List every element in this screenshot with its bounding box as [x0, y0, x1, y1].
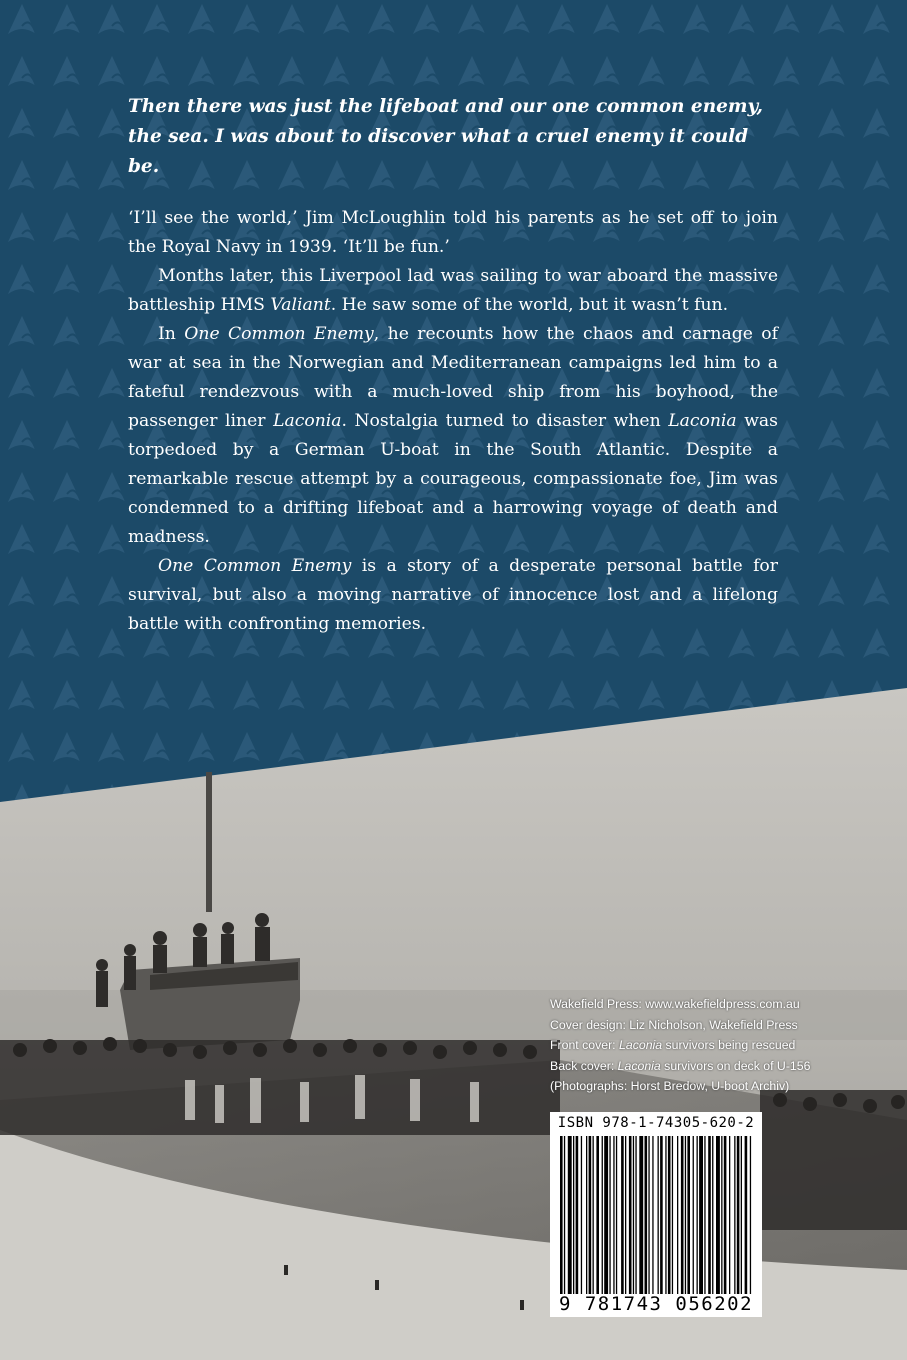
- credit-back-cover: [550, 1056, 810, 1077]
- barcode-bar: [677, 1136, 678, 1294]
- paragraph-2-text-b: . He saw some of the world, but it wasn’t fun.: [330, 295, 729, 315]
- ship-name-laconia: Laconia: [668, 411, 737, 431]
- paragraph-4: [128, 552, 778, 639]
- barcode-bar: [576, 1136, 579, 1294]
- barcode-bar: [704, 1136, 705, 1294]
- credit-photographs: (Photographs: Horst Bredow, U-boot Archiv): [550, 1079, 790, 1093]
- ship-name-valiant: Valiant: [270, 295, 331, 315]
- paragraph-3-text-b: , he recounts how the chaos and carnage of war at sea in the Norwegian and Mediterranean campaigns led him to a fateful rendezvous with a much-loved ship from his boyhood, the passenger liner: [128, 324, 778, 431]
- barcode-bar: [668, 1136, 671, 1294]
- barcode-bar: [712, 1136, 713, 1294]
- opening-quote: [128, 92, 778, 182]
- paragraph-3: [128, 320, 778, 552]
- barcode-bar: [665, 1136, 666, 1294]
- barcode-bar: [699, 1136, 703, 1294]
- barcode-bar: [687, 1136, 690, 1294]
- credit-front-text: survivors being rescued: [662, 1038, 796, 1052]
- barcode-bar: [660, 1136, 663, 1294]
- publisher-credits: [550, 994, 810, 1097]
- barcode-bars: [558, 1136, 754, 1294]
- credit-cover-design: Cover design: Liz Nicholson, Wakefield Press: [550, 1017, 798, 1032]
- barcode-bar: [737, 1136, 740, 1294]
- barcode-bar: [560, 1136, 563, 1294]
- isbn-barcode: [550, 1112, 762, 1317]
- barcode-bar: [586, 1136, 587, 1294]
- book-title: One Common Enemy: [184, 324, 374, 344]
- barcode-bar: [734, 1136, 735, 1294]
- barcode-bar: [672, 1136, 673, 1294]
- barcode-bar: [596, 1136, 599, 1294]
- paragraph-3-text-d: was torpedoed by a German U-boat in the South Atlantic. Despite a remarkable rescue attempt by a courageous, compassionate foe, Jim was condemned to a drifting lifeboat and a harrowing voyage of death and madness.: [128, 411, 778, 547]
- credit-back-label: Back cover:: [550, 1058, 618, 1073]
- barcode-bar: [635, 1136, 636, 1294]
- barcode-bar: [658, 1136, 659, 1294]
- barcode-bar: [741, 1136, 742, 1294]
- barcode-bar: [593, 1136, 594, 1294]
- barcode-bar: [724, 1136, 727, 1294]
- barcode-bar: [681, 1136, 684, 1294]
- barcode-bar: [633, 1136, 634, 1294]
- paragraph-2-text-a: Months later, this Liverpool lad was sailing to war aboard the massive battleship HMS: [128, 266, 778, 315]
- quote-line-2: the sea. I was about to discover what a cruel enemy it could be.: [128, 126, 749, 177]
- barcode-bar: [652, 1136, 653, 1294]
- barcode-bar: [729, 1136, 730, 1294]
- ship-name-laconia: Laconia: [617, 1058, 661, 1073]
- credit-front-cover: [550, 1035, 810, 1056]
- barcode-bar: [648, 1136, 649, 1294]
- blurb-body: [128, 204, 778, 639]
- book-title: One Common Enemy: [158, 556, 352, 576]
- credit-back-text: survivors on deck of U-156: [660, 1058, 811, 1073]
- credit-publisher: Wakefield Press: www.wakefieldpress.com.au: [550, 997, 800, 1011]
- isbn-digits: 9 781743 056202: [558, 1293, 754, 1315]
- barcode-bar: [693, 1136, 694, 1294]
- barcode-bar: [589, 1136, 592, 1294]
- barcode-bar: [564, 1136, 565, 1294]
- barcode-bar: [613, 1136, 614, 1294]
- paragraph-4-text-b: is a story of a desperate personal battle for survival, but also a moving narrative of innocence lost and a lifelong battle with confronting memories.: [128, 556, 778, 634]
- barcode-bar: [716, 1136, 720, 1294]
- barcode-bar: [581, 1136, 582, 1294]
- barcode-bar: [568, 1136, 572, 1294]
- isbn-label: ISBN 978-1-74305-620-2: [557, 1115, 755, 1131]
- ship-name-laconia: Laconia: [619, 1038, 663, 1052]
- barcode-bar: [616, 1136, 617, 1294]
- paragraph-2: [128, 262, 778, 320]
- barcode-bar: [745, 1136, 748, 1294]
- quote-line-1: Then there was just the lifeboat and our one common enemy,: [128, 96, 763, 117]
- barcode-bar: [685, 1136, 686, 1294]
- credit-front-label: Front cover:: [550, 1038, 620, 1052]
- barcode-bar: [708, 1136, 711, 1294]
- paragraph-3-text-a: In: [158, 324, 185, 344]
- barcode-bar: [604, 1136, 608, 1294]
- barcode-bar: [750, 1136, 751, 1294]
- barcode-bar: [721, 1136, 722, 1294]
- barcode-bar: [645, 1136, 648, 1294]
- paragraph-1: ‘I’ll see the world,’ Jim McLoughlin told his parents as he set off to join the Royal Navy in 1939. ‘It’ll be fun.’: [128, 208, 778, 257]
- barcode-bar: [602, 1136, 603, 1294]
- back-cover-blurb: [128, 92, 778, 639]
- ship-name-laconia: Laconia: [273, 411, 342, 431]
- paragraph-3-text-c: . Nostalgia turned to disaster when: [341, 411, 669, 431]
- barcode-bar: [621, 1136, 624, 1294]
- barcode-bar: [625, 1136, 626, 1294]
- barcode-bar: [629, 1136, 632, 1294]
- barcode-bar: [697, 1136, 698, 1294]
- barcode-bar: [609, 1136, 610, 1294]
- barcode-bar: [639, 1136, 643, 1294]
- barcode-bar: [573, 1136, 574, 1294]
